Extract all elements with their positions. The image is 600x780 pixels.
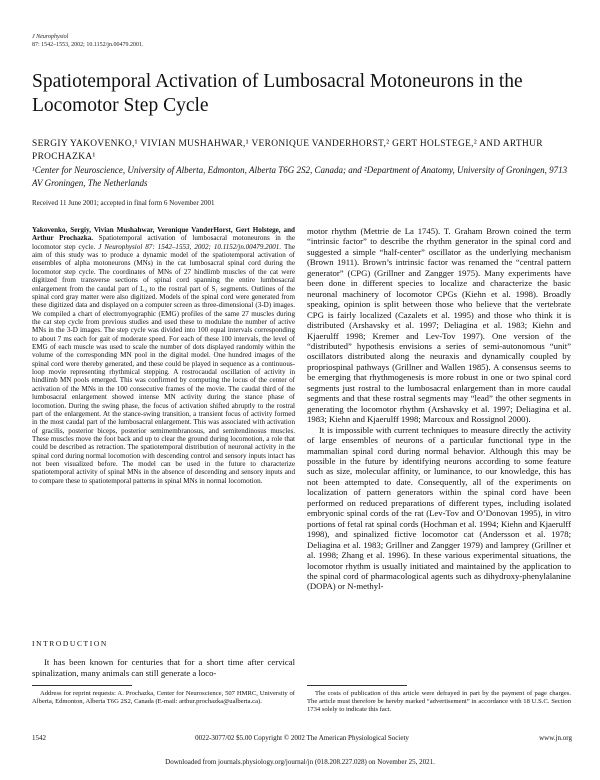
abstract-authors: Yakovenko, Sergiy, Vivian Mushahwar, Veronique VanderHorst, Gert Holstege, and Arthur Prochazka. [32,226,295,243]
journal-citation: 87: 1542–1553, 2002; 10.1152/jn.00479.2001. [32,42,144,48]
abstract [32,226,295,485]
download-notice: Downloaded from journals.physiology.org/journal/jn (018.208.227.028) on November 25, 2021. [165,758,435,766]
author-list: SERGIY YAKOVENKO,¹ VIVIAN MUSHAHWAR,¹ VERONIQUE VANDERHORST,² GERT HOLSTEGE,² AND ARTHUR PROCHAZKA¹ [32,139,543,162]
copyright-line: 0022-3077/02 $5.00 Copyright © 2002 The American Physiological Society [195,734,409,742]
affiliations: ¹Center for Neuroscience, University of Alberta, Edmonton, Alberta T6G 2S2, Canada; and ²Department of Anatomy, University of Groningen, 9713 AV Groningen, The Netherlands [32,165,568,188]
page-footer [32,734,572,742]
article-title: Spatiotemporal Activation of Lumbosacral Motoneurons in the Locomotor Step Cycle [32,71,523,116]
journal-name: J Neurophysiol [32,34,69,40]
reprint-footnote: Address for reprint requests: A. Prochazka, Center for Neuroscience, 507 HMRC, University of Alberta, Edmonton, Alberta T6G 2S2, Canada (E-mail: arthur.prochazka@ualberta.ca). [32,690,295,706]
footnote-divider [307,685,407,686]
abstract-text: The aim of this study was to produce a dynamic model of the spatiotemporal activation of ensembles of alpha motoneurons (MNs) in the cat lumbosacral spinal cord during the locomotor step cycle. The coordinates of MNs of 27 hindlimb muscles of the cat were digitized from transverse sections of spinal cord spanning the entire lumbosacral enlargement from the caudal part of L₄ to the rostral part of S₁ segments. Outlines of the spinal cord gray matter were also digitized. Models of the spinal cord were generated from these digitized data and displayed on a computer screen as three-dimensional (3-D) images. We compiled a chart of electromyographic (EMG) profiles of the same 27 muscles during the cat step cycle from previous studies and used these to modulate the number of active MNs in the 3-D images. The step cycle was divided into 100 equal intervals corresponding to about 7 ms each for gait of moderate speed. For each of these 100 intervals, the level of EMG of each muscle was used to scale the number of dots displayed randomly within the volume of the corresponding MN pool in the digital model. One hundred images of the spinal cord were thereby generated, and these could be played in sequence as a continuous-loop movie representing rhythmical stepping. A rostrocaudal oscillation of activity in hindlimb MN pools emerged. This was confirmed by computing the locus of the center of activation of the MNs in the 100 consecutive frames of the movie. The caudal third of the lumbosacral enlargement showed intense MN activity during the stance phase of locomotion. During the swing phase, the focus of activation shifted abruptly to the rostral part of the enlargement. At the stance-swing transition, a transient focus of activity formed in the most caudal part of the lumbosacral enlargement. This was associated with activation of gracilis, posterior biceps, posterior semimembranosus, and semitendinosus muscles. These muscles move the foot back and up to clear the ground during locomotion, a role that could be described as retraction. The spatiotemporal distribution of neuronal activity in the spinal cord during normal locomotion with descending control and sensory inputs intact has not been visualized before. The model can be used in the future to characterize spatiotemporal activity of spinal MNs in the absence of descending and sensory inputs and to compare these to spatiotemporal patterns in spinal MNs in normal locomotion. [32,242,295,485]
right-column [307,226,571,592]
section-heading-introduction: INTRODUCTION [32,639,108,648]
abstract-journal-ref: J Neurophysiol 87: 1542–1553, 2002; 10.1152/jn.00479.2001. [98,242,282,251]
introduction-paragraph: It is impossible with current techniques to measure directly the activity of large ensembles of neurons of a particular functional type in the mammalian spinal cord during normal behavior. Although this may be possible in the future by identifying neurons according to some feature such as size, molecular affinity, or luminance, to our knowledge, this has not been attempted to date. Consequently, all of the experiments on localization of pattern generators within the spinal cord have been performed on reduced preparations of different types, including isolated embryonic spinal cords of the rat (Lev-Tov and O’Donovan 1995), in vitro portions of fetal rat spinal cords (Hochman et al. 1994; Kiehn and Kjaerulff 1998), and spinalized fictive locomotor cat (Andersson et al. 1978; Deliagina et al. 1983; Grillner and Zangger 1979) and lamprey (Grillner et al. 1998; Zhang et al. 1996). In these various experimental situations, the locomotor rhythm is usually initiated and maintained by the application to the spinal cord of pharmacological agents such as dihydroxy-phenylalanine (DOPA) or N-methyl- [307,424,571,592]
introduction-paragraph: motor rhythm (Mettrie de La 1745). T. Graham Brown coined the term “intrinsic factor” to describe the rhythm generator in the spinal cord and suggested a simple “half-center” oscillator as the underlying mechanism (Brown 1911). Brown’s intrinsic factor was renamed the “central pattern generator” (CPG) (Grillner and Zangger 1975). Many experiments have been done in different species to localize and characterize the basic neuronal machinery of locomotor CPGs (Kiehn et al. 1998). Broadly speaking, opinion is split between those who believe that the vertebrate CPG is fairly localized (Cazalets et al. 1995) and those who think it is distributed (Arshavsky et al. 1997; Deliagina et al. 1983; Kiehn and Kjaerulff 1998; Kremer and Lev-Tov 1997). One version of the “distributed” hypothesis envisions a series of semi-autonomous “unit” oscillators distributed along the neuraxis and dynamically coupled by propriospinal pathways (Grillner and Wallen 1985). A consensus seems to be emerging that rhythmogenesis is more robust in one or two spinal cord segments just rostral to the lumbosacral enlargement than in more caudal segments and that these rostral segments may “lead” the other segments in generating the locomotor rhythm (Arshavsky et al. 1997; Deliagina et al. 1983; Kiehn and Kjaerulff 1998; Marcoux and Rossignol 2000). [307,226,571,425]
received-dates: Received 11 June 2001; accepted in final form 6 November 2001 [32,199,215,207]
page-number: 1542 [32,734,46,742]
left-column [32,226,295,485]
publication-cost-footnote: The costs of publication of this article were defrayed in part by the payment of page charges. The article must therefore be hereby marked “advertisement” in accordance with 18 U.S.C. Section 1734 solely to indicate this fact. [307,690,571,714]
introduction-opening: It has been known for centuries that for a short time after cervical spinalization, many animals can still generate a loco- [32,657,295,678]
abstract-title-ref: Spatiotemporal activation of lumbosacral motoneurons in the locomotor step cycle. [32,234,295,251]
journal-header [32,33,143,49]
journal-site-link[interactable]: www.jn.org [539,734,572,742]
footnote-divider [32,685,132,686]
